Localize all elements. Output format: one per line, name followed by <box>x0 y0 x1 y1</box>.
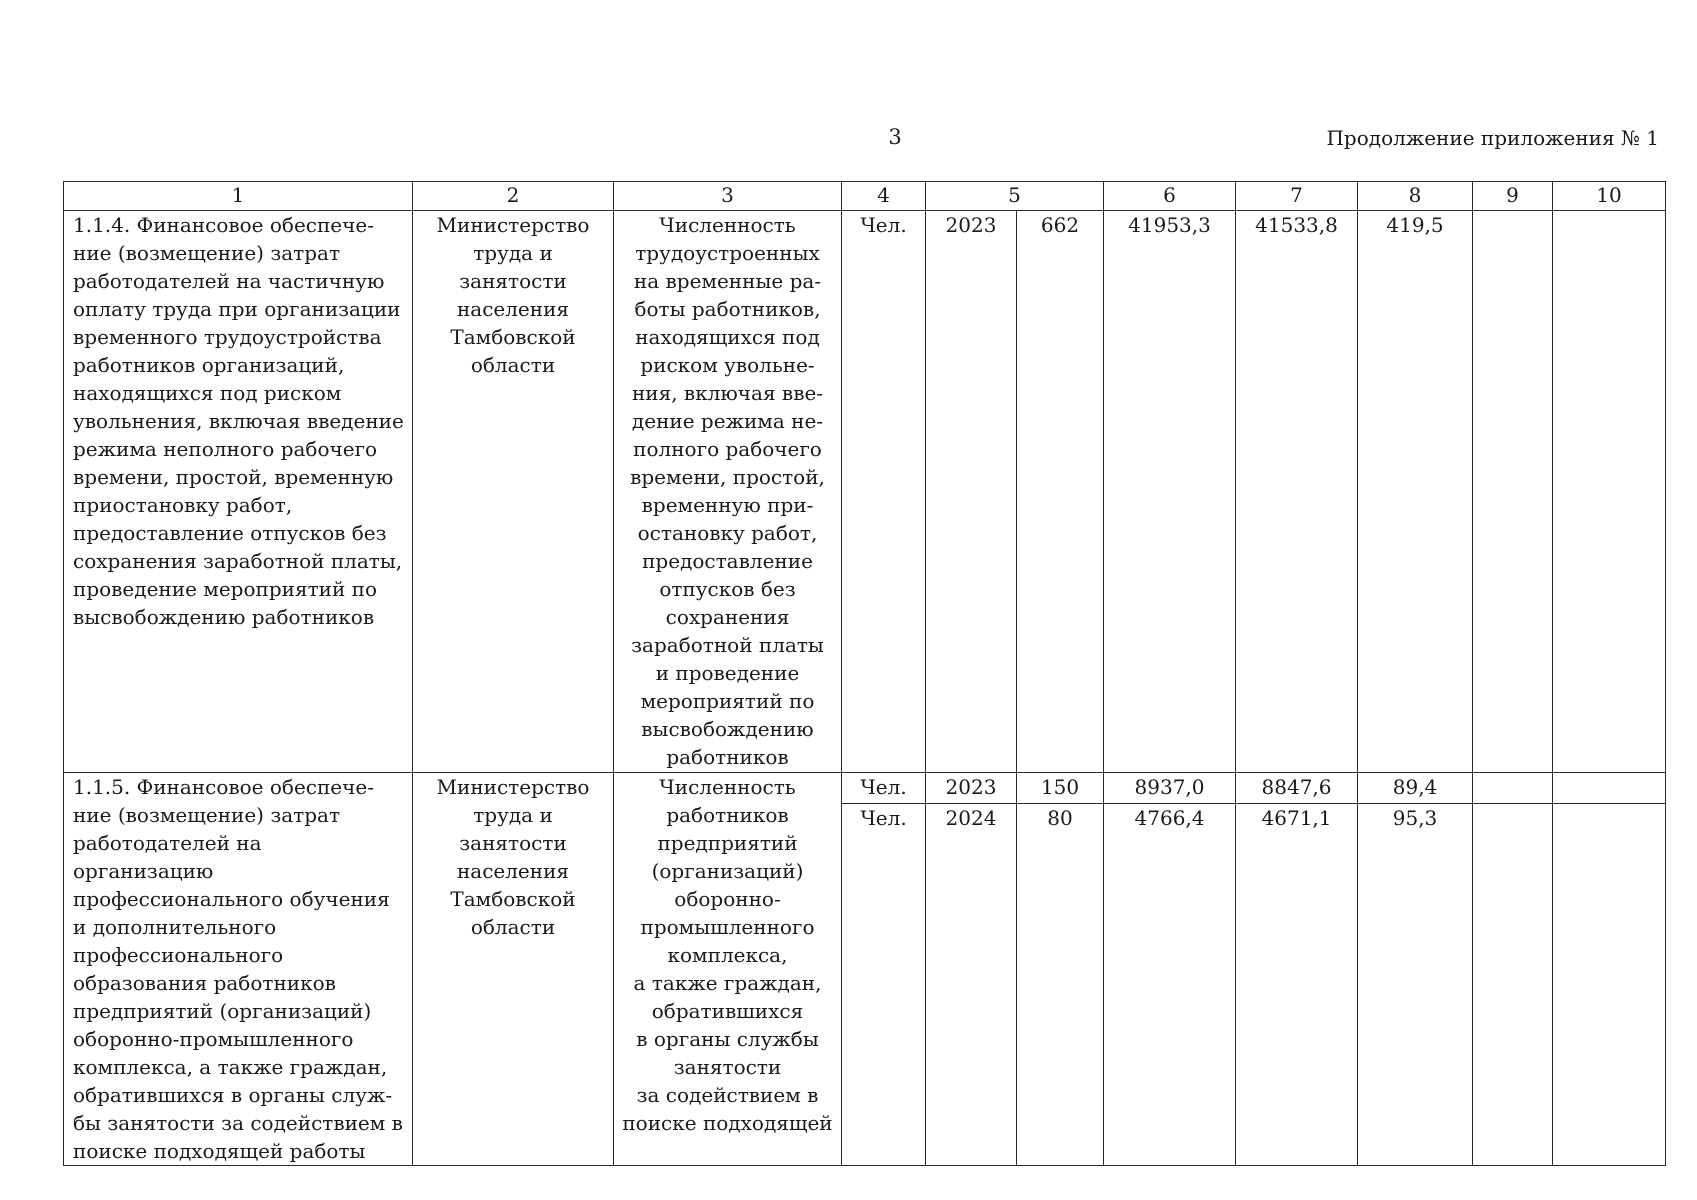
col10-cell <box>1553 804 1666 1166</box>
text-line: заработной платы <box>631 633 824 657</box>
table-row <box>64 211 1666 773</box>
text-line: бы занятости за содействием в <box>73 1111 403 1135</box>
text-line: ния, включая вве- <box>631 381 824 405</box>
text-line: проведение мероприятий по <box>73 577 378 601</box>
text-line: риском увольне- <box>640 353 815 377</box>
col9-cell <box>1473 804 1553 1166</box>
text-line: боты работников, <box>634 297 821 321</box>
text-line: за содействием в <box>636 1083 819 1107</box>
col9-cell <box>1473 773 1553 804</box>
text-line: предприятий <box>657 831 798 855</box>
text-line: в органы службы <box>636 1027 819 1051</box>
text-line: поиске подходящей работы <box>73 1139 366 1163</box>
text-line: населения <box>456 859 570 883</box>
text-line: находящихся под риском <box>73 381 342 405</box>
text-line: временную при- <box>641 493 814 517</box>
text-line: а также граждан, <box>633 971 822 995</box>
text-line: ние (возмещение) затрат <box>73 241 341 265</box>
count-cell: 662 <box>1017 211 1104 773</box>
text-line: и проведение <box>655 661 800 685</box>
col8-cell: 419,5 <box>1358 211 1473 773</box>
text-line: поиске подходящей <box>622 1111 833 1135</box>
text-line: области <box>470 353 556 377</box>
text-line: занятости <box>459 831 567 855</box>
text-line: профессионального <box>73 943 284 967</box>
col6-cell: 8937,0 <box>1104 773 1236 804</box>
table-row <box>64 773 1666 804</box>
program-table <box>63 181 1666 1166</box>
text-line: комплекса, а также граждан, <box>73 1055 388 1079</box>
col7-cell: 41533,8 <box>1236 211 1358 773</box>
text-line: и дополнительного <box>73 915 277 939</box>
text-line: работников организаций, <box>73 353 345 377</box>
text-line: приостановку работ, <box>73 493 293 517</box>
text-line: полного рабочего <box>633 437 822 461</box>
text-line: занятости <box>673 1055 782 1079</box>
header-col-6: 6 <box>1104 182 1236 211</box>
header-col-8: 8 <box>1358 182 1473 211</box>
text-line: населения <box>456 297 570 321</box>
text-line: трудоустроенных <box>635 241 820 265</box>
indicator-cell <box>614 211 842 773</box>
header-col-5: 5 <box>926 182 1104 211</box>
text-line: работников <box>666 803 789 827</box>
text-line: сохранения заработной платы, <box>73 549 403 573</box>
header-col-3: 3 <box>614 182 842 211</box>
text-line: времени, простой, <box>630 465 825 489</box>
year-cell: 2023 <box>926 211 1017 773</box>
text-line: ние (возмещение) затрат <box>73 803 341 827</box>
text-line: (организаций) <box>651 859 804 883</box>
header-col-2: 2 <box>413 182 614 211</box>
header-col-4: 4 <box>842 182 926 211</box>
indicator-cell <box>614 773 842 1166</box>
text-line: труда и <box>473 241 553 265</box>
text-line: на временные ра- <box>633 269 822 293</box>
text-line: работодателей на частичную <box>73 269 385 293</box>
text-line: промышленного <box>640 915 815 939</box>
col8-cell: 95,3 <box>1358 804 1473 1166</box>
text-line: работников <box>666 745 789 769</box>
col7-cell: 4671,1 <box>1236 804 1358 1166</box>
header-col-7: 7 <box>1236 182 1358 211</box>
text-line: высвобождению <box>641 717 814 741</box>
text-line: находящихся под <box>635 325 820 349</box>
col10-cell <box>1553 773 1666 804</box>
text-line: Тамбовской <box>450 325 576 349</box>
measure-cell <box>64 211 413 773</box>
text-line: времени, простой, временную <box>73 465 394 489</box>
text-line: оборонно- <box>674 887 781 911</box>
col7-cell: 8847,6 <box>1236 773 1358 804</box>
text-line: профессионального обучения <box>73 887 390 911</box>
text-line: Численность <box>659 213 796 237</box>
year-cell: 2023 <box>926 773 1017 804</box>
text-line: обратившихся в органы служ- <box>73 1083 393 1107</box>
text-line: режима неполного рабочего <box>73 437 378 461</box>
text-line: увольнения, включая введение <box>73 409 404 433</box>
text-line: комплекса, <box>667 943 788 967</box>
text-line: Численность <box>659 775 796 799</box>
text-line: оборонно-промышленного <box>73 1027 354 1051</box>
text-line: Министерство <box>436 213 590 237</box>
col6-cell: 41953,3 <box>1104 211 1236 773</box>
executor-cell <box>413 211 614 773</box>
executor-cell <box>413 773 614 1166</box>
appendix-note: Продолжение приложения № 1 <box>1326 126 1659 150</box>
unit-cell: Чел. <box>842 773 926 804</box>
text-line: Тамбовской <box>450 887 576 911</box>
header-row <box>64 182 1666 211</box>
text-line: области <box>470 915 556 939</box>
col10-cell <box>1553 211 1666 773</box>
unit-cell: Чел. <box>842 804 926 1166</box>
text-line: предприятий (организаций) <box>73 999 372 1023</box>
col9-cell <box>1473 211 1553 773</box>
text-line: сохранения <box>665 605 790 629</box>
count-cell: 80 <box>1017 804 1104 1166</box>
col8-cell: 89,4 <box>1358 773 1473 804</box>
text-line: занятости <box>459 269 567 293</box>
text-line: работодателей на организацию <box>73 831 262 883</box>
text-line: труда и <box>473 803 553 827</box>
text-line: мероприятий по <box>640 689 815 713</box>
text-line: предоставление отпусков без <box>73 521 387 545</box>
header-col-1: 1 <box>64 182 413 211</box>
text-line: образования работников <box>73 971 336 995</box>
text-line: остановку работ, <box>637 521 818 545</box>
text-line: отпусков без <box>659 577 796 601</box>
text-line: высвобождению работников <box>73 605 375 629</box>
measure-cell <box>64 773 413 1166</box>
unit-cell: Чел. <box>842 211 926 773</box>
text-line: Министерство <box>436 775 590 799</box>
col6-cell: 4766,4 <box>1104 804 1236 1166</box>
text-line: предоставление <box>642 549 813 573</box>
text-line: 1.1.4. Финансовое обеспече- <box>73 213 374 237</box>
count-cell: 150 <box>1017 773 1104 804</box>
text-line: обратившихся <box>651 999 804 1023</box>
header-col-9: 9 <box>1473 182 1553 211</box>
text-line: 1.1.5. Финансовое обеспече- <box>73 775 374 799</box>
text-line: дение режима не- <box>631 409 824 433</box>
page-number: 3 <box>888 125 902 149</box>
text-line: оплату труда при организации <box>73 297 401 321</box>
header-col-10: 10 <box>1553 182 1666 211</box>
text-line: временного трудоустройства <box>73 325 382 349</box>
year-cell: 2024 <box>926 804 1017 1166</box>
